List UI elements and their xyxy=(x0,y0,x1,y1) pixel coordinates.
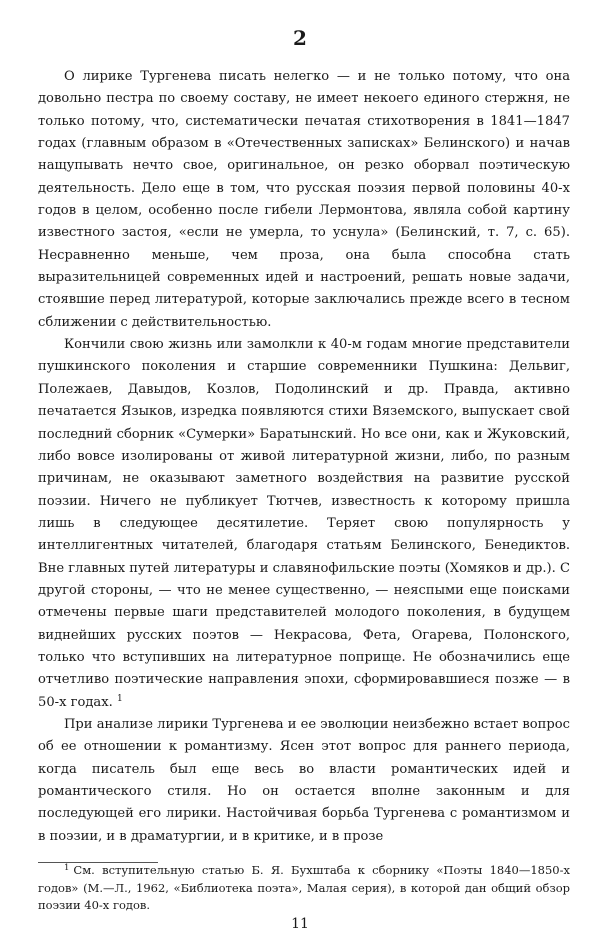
paragraph-2-text: Кончили свою жизнь или замолкли к 40-м годам многие представители пушкинского поколения и старшие современники Пушкина: Дельвиг, Полежаев, Давыдов, Козлов, Подолинский и др. Правда, активно печатается Языков, изредка появляются стихи Вяземского, выпускает свой последний сборник «Сумерки» Баратынский. Но все они, как и Жуковский, либо вовсе изолированы от живой литературной жизни, либо, по разным причинам, не оказывают заметного воздействия на развитие русской поэзии. Ничего не публикует Тютчев, известность к которому пришла лишь в следующее десятилетие. Теряет свою популярность у интеллигентных читателей, благодаря статьям Белинского, Бенедиктов. Вне главных путей литературы и славянофильские поэты (Хомяков и др.). С другой стороны, — что не менее существенно, — неяспыми еще поисками отмечены первые шаги представителей молодого поколения, в будущем виднейших русских поэтов — Некрасова, Фета, Огарева, Полонского, только что вступивших на литературное поприще. Не обозначились еще отчетливо поэтические направления эпохи, сформировавшиеся позже — в 50-х годах. xyxy=(38,337,571,710)
footnote-text: См. вступительную статью Б. Я. Бухштаба к сборнику «Поэты 1840—1850-х годов» (М.—Л., 1962, «Библиотека поэта», Малая серия), в которой дан общий обзор поэзии 40-х годов. xyxy=(38,863,570,912)
footnote xyxy=(38,862,570,915)
paragraph-2 xyxy=(38,334,570,714)
main-text xyxy=(38,66,570,848)
footnote-mark: 1 xyxy=(64,863,70,873)
paragraph-3: При анализе лирики Тургенева и ее эволюции неизбежно встает вопрос об ее отношении к романтизму. Ясен этот вопрос для раннего периода, когда писатель был еще весь во власти романтических идей и романтического стиля. Но он остается вполне законным и для последующей его лирики. Настойчивая борьба Тургенева с романтизмом и в поэзии, и в драматургии, и в критике, и в прозе xyxy=(38,716,570,844)
section-number: 2 xyxy=(293,26,307,50)
paragraph-1: О лирике Тургенева писать нелегко — и не только потому, что она довольно пестра по своему составу, не имеет некоего единого стержня, не только потому, что, систематически печатая стихотворения в 1841—1847 годах (главным образом в «Отечественных записках» Белинского) и начав нащупывать нечто свое, оригинальное, он резко оборвал поэтическую деятельность. Дело еще в том, что русская поэзия первой половины 40-х годов в целом, особенно после гибели Лермонтова, являла собой картину известного застоя, «если не умерла, то уснула» (Белинский, т. 7, с. 65). Несравненно меньше, чем проза, она была способна стать выразительницей современных идей и настроений, решать новые задачи, стоявшие перед литературой, которые заключались прежде всего в тесном сближении с действительностью. xyxy=(38,69,570,330)
footnote-reference: 1 xyxy=(116,693,123,704)
page-number: 11 xyxy=(291,916,309,932)
